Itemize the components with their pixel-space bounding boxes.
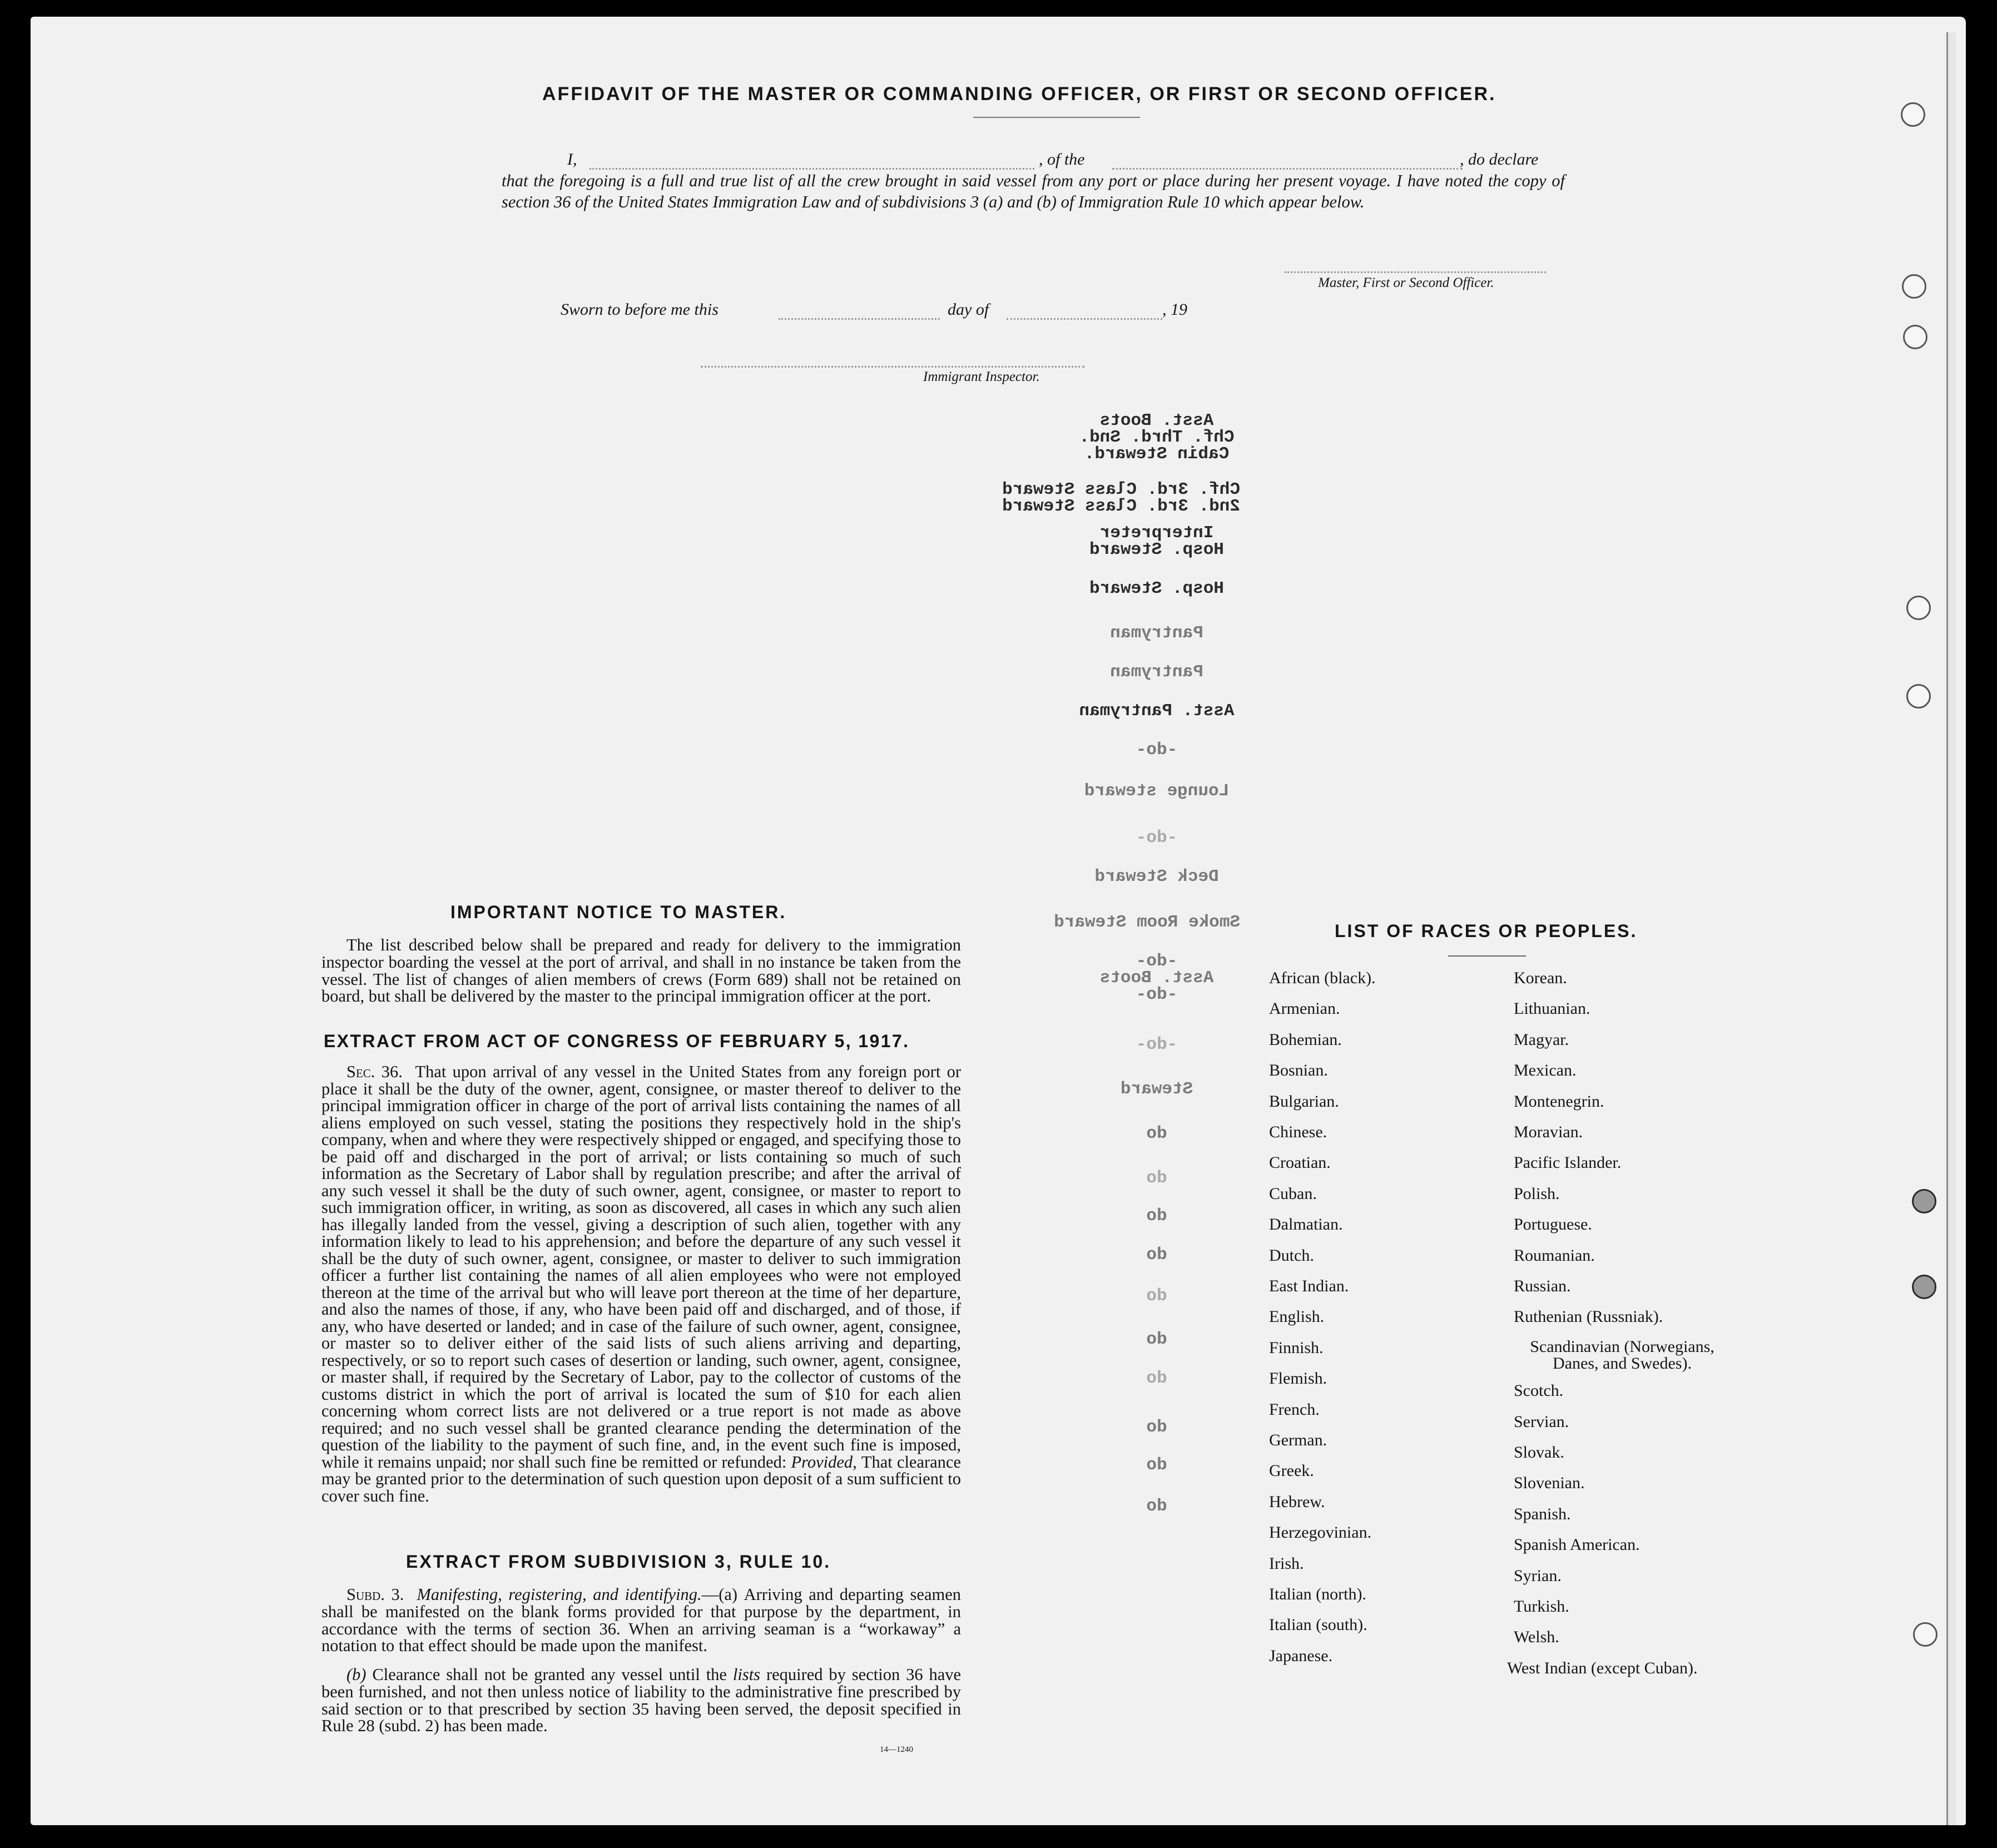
race-item: Bulgarian. [1269,1092,1339,1111]
race-item: Greek. [1269,1461,1314,1480]
bleed-through-position: Interpreter [1099,523,1214,543]
bleed-through-position: do [1146,1206,1167,1226]
race-item: Herzegovinian. [1269,1523,1372,1542]
bleed-through-position: Cabin Steward. [1084,444,1230,464]
punch-hole [1902,274,1926,299]
race-item: East Indian. [1269,1277,1349,1295]
bleed-through-position: Steward [1120,1079,1193,1099]
act-extract-title: EXTRACT FROM ACT OF CONGRESS OF FEBRUARY 5, 1917. [324,1031,910,1051]
race-item: French. [1269,1400,1320,1419]
part-b-text-1: Clearance shall not be granted any vessel until the [372,1665,727,1684]
inspector-label: Immigrant Inspector. [923,369,1040,384]
affidavit-title: AFFIDAVIT OF THE MASTER OR COMMANDING OFFICER, OR FIRST OR SECOND OFFICER. [542,83,1496,105]
race-item: Armenian. [1269,999,1340,1018]
race-item: Scandinavian (Norwegians, Danes, and Swedes). [1530,1337,1714,1373]
race-item: Spanish. [1514,1504,1571,1523]
rule-extract-title: EXTRACT FROM SUBDIVISION 3, RULE 10. [406,1552,831,1572]
punch-hole [1901,102,1925,127]
race-item: German. [1269,1431,1327,1449]
bleed-through-position: -do- [1136,952,1178,971]
sworn-month-blank[interactable] [1007,318,1162,320]
bleed-through-position: Hosp. Steward [1089,579,1224,598]
bleed-through-position: Lounge steward [1084,781,1230,801]
race-item: Cuban. [1269,1184,1317,1203]
punch-hole [1912,1275,1936,1299]
race-item: Spanish American. [1514,1535,1640,1554]
section-36-text: That upon arrival of any vessel in the United States from any foreign port or place it shall be the duty of the owner, agent, consignee, or master thereof to deliver to the principal immigration officer in charge of the port of arrival lists containing the names of all aliens employed on such vessel, stating the positions they respectively hold in the ship's company, when and where they were respectively shipped or engaged, and specifying those to be paid off and discharged in the port of arrival; or lists containing so much of such information as the Secretary of Labor shall by regulation prescribe; and after the arrival of any such vessel it shall be the duty of such owner, agent, consignee, or master to report to such immigration officer, in writing, as soon as discovered, all cases in which any such alien has illegally landed from the vessel, giving a description of such alien, together with any information likely to lead to his apprehension; and before the departure of any such vessel it shall be the duty of such owner, agent, consignee, or master to deliver to such immigration officer a further list containing the names of all alien employees who were not employed thereon at the time of the arrival but who will leave port thereon at the time of her departure, and also the names of those, if any, who have been paid off and discharged, and of those, if any, who have deserted or landed; and in case of the failure of such owner, agent, consignee, or master so to deliver either of the said lists of such aliens arriving and departing, respectively, or so to report such cases of desertion or landing, such owner, agent, consignee, or master shall, if required by the Secretary of Labor, pay to the collector of customs of the customs district in which the port of arrival is located the sum of $10 for each alien concerning whom correct lists are not delivered or a true report is not made as above required; and no such vessel shall be granted clearance pending the determination of the question of the liability to the payment of such fine, and, in the event such fine is imposed, while it remains unpaid; nor shall such fine be remitted or refunded: [321,1062,962,1472]
race-item: English. [1269,1307,1325,1326]
subd-label: Subd. 3. [346,1585,404,1604]
race-item: Servian. [1514,1412,1569,1431]
race-item: Polish. [1514,1184,1560,1203]
bleed-through-position: do [1146,1497,1167,1516]
race-item: Mexican. [1514,1061,1577,1080]
affidavit-declare: , do declare [1460,150,1539,169]
sworn-year: , 19 [1162,300,1187,319]
subd-heading: Manifesting, registering, and identifying. [417,1585,702,1604]
races-title: LIST OF RACES OR PEOPLES. [1335,921,1638,941]
rule-part-b [321,1666,961,1735]
vessel-name-blank[interactable] [1112,168,1463,170]
section-label: Sec. 36. [346,1062,403,1081]
race-item: Slovenian. [1514,1474,1585,1493]
race-item: Syrian. [1514,1566,1562,1585]
act-extract-text [321,1063,961,1504]
race-item: Flemish. [1269,1369,1327,1388]
bleed-through-position: do [1146,1245,1167,1265]
punch-hole [1903,325,1927,349]
sworn-prefix: Sworn to before me this [561,300,718,319]
bleed-through-position: 2nd. 3rd. Class Steward [1002,497,1240,516]
notice-text: The list described below shall be prepared and ready for delivery to the immigration inspector boarding the vessel at the port of arrival, and shall in no instance be taken from the vessel. The list of changes of alien members of crews (Form 689) shall not be retained on board, but shall be delivered by the master to the principal immigration officer at the port. [321,935,961,1006]
race-item: Chinese. [1269,1123,1327,1141]
race-item: Moravian. [1514,1123,1583,1141]
race-item: Portuguese. [1514,1215,1592,1234]
race-item: Magyar. [1514,1030,1569,1049]
race-item: Italian (north). [1269,1585,1366,1603]
race-item: Scotch. [1514,1381,1564,1400]
punch-hole [1912,1189,1936,1213]
bleed-through-position: -do- [1136,985,1178,1004]
bleed-through-position: do [1146,1124,1167,1143]
signature-label: Master, First or Second Officer. [1318,275,1494,290]
part-b-lists: lists [732,1665,761,1684]
race-item: Italian (south). [1269,1616,1367,1634]
section-36-text-end: That clearance may be granted prior to the determination of such question upon deposit of a sum sufficient to cover such fine. [321,1452,962,1505]
race-item: Hebrew. [1269,1492,1325,1511]
race-item: West Indian (except Cuban). [1507,1658,1698,1677]
notice-title: IMPORTANT NOTICE TO MASTER. [450,902,787,922]
bleed-through-position: Asst. Pantryman [1079,701,1235,721]
race-item: Turkish. [1514,1597,1569,1616]
master-name-blank[interactable] [589,168,1034,170]
race-item: Irish. [1269,1554,1304,1573]
signature-blank[interactable] [1285,271,1546,273]
bleed-through-position: Pantryman [1110,662,1203,682]
punch-hole [1906,684,1931,709]
part-b-text-2: required by section 36 have been furnished, and not then unless notice of liability to the administrative fine prescribed by said section or to that prescribed by section 35 having been served, the deposit specified in Rule 28 (subd. 2) has been made. [321,1665,962,1736]
rule-part-a [321,1586,961,1654]
affidavit-of-the: , of the [1039,150,1085,169]
affidavit-title-rule [973,117,1140,118]
bleed-through-position: -do- [1136,1035,1178,1054]
provided-word: Provided, [791,1452,857,1472]
race-item: Finnish. [1269,1338,1324,1357]
bleed-through-position: do [1146,1168,1167,1188]
race-item: Montenegrin. [1514,1092,1604,1111]
race-item: Lithuanian. [1514,999,1590,1018]
next-page-edge [1946,32,1956,1825]
bleed-through-position: Asst. Boots [1099,968,1214,988]
bleed-through-position: Chf. Thrd. Snd. [1079,428,1235,447]
bleed-through-position: Hosp. Steward [1089,540,1224,559]
race-item: Dutch. [1269,1246,1314,1265]
race-item: Roumanian. [1514,1246,1595,1265]
form-number: 14—1240 [880,1745,913,1754]
document-page [31,17,1966,1825]
race-item: Russian. [1514,1277,1571,1295]
part-a-label: —(a) [701,1585,738,1604]
sworn-day-blank[interactable] [779,318,940,320]
bleed-through-position: Pantryman [1110,623,1203,643]
race-item: Welsh. [1514,1628,1559,1647]
bleed-through-position: do [1146,1330,1167,1349]
race-item: Slovak. [1514,1443,1564,1461]
affidavit-text: that the foregoing is a full and true list of all the crew brought in said vessel from any port or place during her present voyage. I have noted the copy of section 36 of the United States Immigration Law and of subdivisions 3 (a) and (b) of Immigration Rule 10 which appear below. [502,171,1565,211]
race-item: African (black). [1269,969,1376,987]
bleed-through-position: Asst. Boots [1099,411,1214,430]
bleed-through-position: Smoke Room Steward [1054,913,1240,932]
bleed-through-position: do [1146,1286,1167,1306]
race-item: Japanese. [1269,1646,1333,1665]
punch-hole [1906,596,1931,620]
affidavit-i: I, [567,150,577,169]
bleed-through-position: -do- [1136,828,1178,848]
race-item: Pacific Islander. [1514,1153,1622,1172]
race-item: Bosnian. [1269,1061,1328,1080]
race-item: Bohemian. [1269,1030,1342,1049]
part-a-text: Arriving and departing seamen shall be manifested on the blank forms provided for that purpose by the department, in accordance with the terms of section 36. When an arriving seaman is a “workaway” a notation to that effect should be made upon the manifest. [321,1585,961,1656]
bleed-through-position: do [1146,1369,1167,1388]
part-b-label: (b) [346,1665,366,1684]
bleed-through-position: do [1146,1418,1167,1437]
race-item: Croatian. [1269,1153,1331,1172]
punch-hole [1913,1622,1937,1647]
bleed-through-position: Deck Steward [1094,867,1219,886]
sworn-day-of: day of [948,300,989,319]
races-title-rule [1448,955,1526,957]
bleed-through-position: do [1146,1455,1167,1475]
bleed-through-position: Chf. 3rd. Class Steward [1002,480,1240,499]
bleed-through-position: -do- [1136,740,1178,760]
race-item: Dalmatian. [1269,1215,1343,1234]
inspector-signature-blank[interactable] [701,366,1084,368]
race-item: Ruthenian (Russniak). [1514,1307,1663,1326]
race-item: Korean. [1514,969,1567,987]
